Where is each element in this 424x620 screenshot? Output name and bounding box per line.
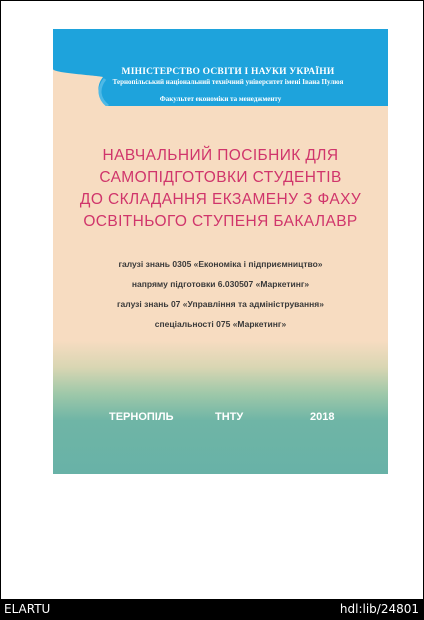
year-label: 2018 [310,411,335,423]
university-name: Тернопільський національний технічний університет імені Івана Пулюя [112,78,344,86]
cover-header-band [53,29,388,106]
handle-link[interactable]: hdl:lib/24801 [339,602,419,616]
book-cover [53,29,388,474]
title-line: НАВЧАЛЬНИЙ ПОСІБНИК ДЛЯ [102,147,339,164]
repository-footer-bar [0,599,424,620]
title-line: САМОПІДГОТОВКИ СТУДЕНТІВ [99,169,342,186]
field-line: напряму підготовки 6.030507 «Маркетинг» [131,279,310,289]
city-label: ТЕРНОПІЛЬ [109,411,174,423]
field-line: галузі знань 07 «Управління та адміністрування» [117,299,324,309]
ministry-name: МІНІСТЕРСТВО ОСВІТИ І НАУКИ УКРАЇНИ [121,67,335,77]
faculty-name: Факультет економіки та менеджменту [159,95,282,103]
repository-name: ELARTU [4,602,51,616]
publisher-label: ТНТУ [215,411,244,423]
field-line: спеціальності 075 «Маркетинг» [154,319,287,329]
cover-footer [53,411,388,425]
study-fields [53,258,388,338]
book-title [73,145,368,233]
title-line: ОСВІТНЬОГО СТУПЕНЯ БАКАЛАВР [83,213,358,230]
field-line: галузі знань 0305 «Економіка і підприємництво» [118,259,323,269]
title-line: ДО СКЛАДАННЯ ЕКЗАМЕНУ З ФАХУ [79,191,362,208]
